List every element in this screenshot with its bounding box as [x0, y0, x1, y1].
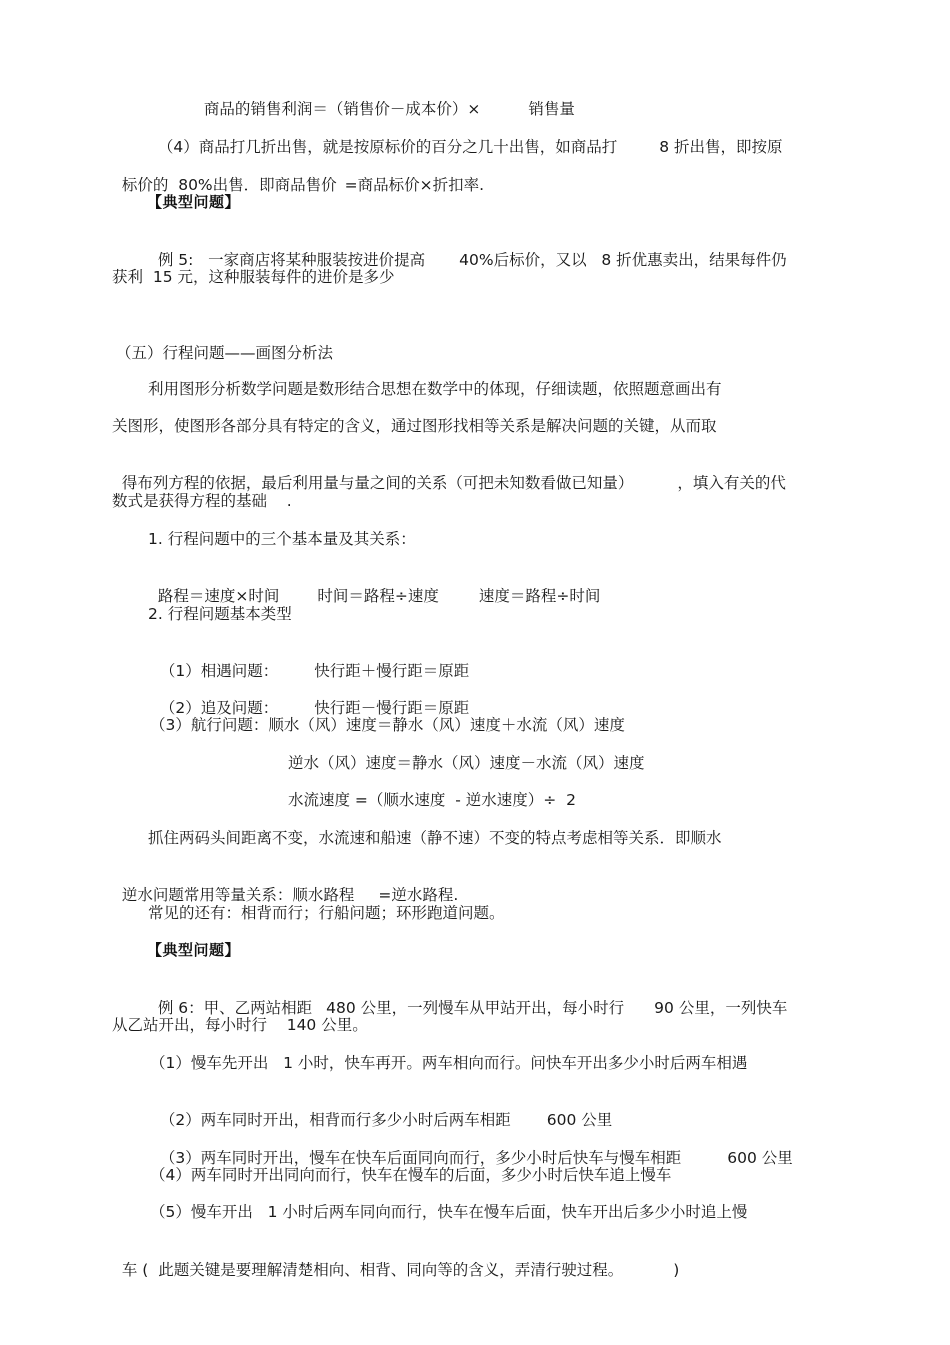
formula-speed: 速度＝路程÷时间 — [478, 587, 601, 605]
section5-para-line4: 数式是获得方程的基础 . — [112, 492, 292, 510]
example5-line1 — [148, 230, 787, 270]
type1-formula: 快行距＋慢行距＝原距 — [314, 662, 470, 680]
typical-problem-tag-2: 【典型问题】 — [147, 941, 241, 959]
example5-line1-a: 例 5: 一家商店将某种服装按进价提高 — [157, 251, 426, 269]
example6-q5-line1: （5）慢车开出 1 小时后两车同向而行，快车在慢车后面，快车开出后多少小时追上慢 — [150, 1203, 748, 1221]
basic-formulas — [148, 566, 600, 606]
point4-line1-b: 8 折出售，即按原 — [659, 138, 783, 156]
section5-para-line3 — [112, 453, 786, 493]
type3-line1: （3）航行问题：顺水（风）速度＝静水（风）速度＋水流（风）速度 — [150, 716, 625, 734]
example6-q2-a: （2）两车同时开出，相背而行多少小时后两车相距 — [159, 1111, 511, 1129]
example6-q5-line2 — [112, 1240, 679, 1280]
formula-distance: 路程＝速度×时间 — [157, 587, 280, 605]
notes-line3: 常见的还有：相背而行；行船问题；环形跑道问题。 — [148, 904, 505, 922]
type1 — [150, 641, 469, 681]
example6-q2-b: 600 公里 — [546, 1111, 613, 1129]
notes-line1: 抓住两码头间距离不变，水流速和船速（静不速）不变的特点考虑相等关系．即顺水 — [148, 829, 722, 847]
example6-q1: （1）慢车先开出 1 小时，快车再开。两车相向而行。问快车开出多少小时后两车相遇 — [150, 1054, 748, 1072]
profit-formula — [194, 79, 575, 119]
point4-line2-b: =商品标价×折扣率. — [344, 176, 485, 194]
example6-q5-line2-b: ) — [673, 1261, 680, 1279]
example6-q3-a: （3）两车同时开出，慢车在快车后面同向而行，多少小时后快车与慢车相距 — [159, 1149, 682, 1167]
example6-intro1 — [148, 978, 787, 1018]
section5-para-line2: 关图形，使图形各部分具有特定的含义，通过图形找相等关系是解决问题的关键，从而取 — [112, 417, 717, 435]
notes-line2 — [112, 865, 458, 905]
example6-q4: （4）两车同时开出同向而行，快车在慢车的后面，多少小时后快车追上慢车 — [150, 1166, 672, 1184]
formula-time: 时间＝路程÷速度 — [317, 587, 439, 605]
profit-formula-left: 商品的销售利润＝（销售价－成本价）× — [203, 100, 481, 118]
basic-title: 1. 行程问题中的三个基本量及其关系： — [148, 530, 416, 548]
section5-para-line3-b: ，填入有关的代 — [677, 474, 786, 492]
section5-para-line1: 利用图形分析数学问题是数形结合思想在数学中的体现，仔细读题，依照题意画出有 — [148, 380, 722, 398]
type3-line2: 逆水（风）速度＝静水（风）速度－水流（风）速度 — [288, 754, 645, 772]
section5-heading: （五）行程问题——画图分析法 — [116, 344, 334, 362]
point4-line1 — [148, 117, 783, 157]
point4-line2 — [112, 155, 484, 195]
example6-q2 — [150, 1090, 612, 1130]
notes-line2-b: =逆水路程. — [378, 886, 459, 904]
example6-q5-line2-a: 车 ( 此题关键是要理解清楚相向、相背、同向等的含义，弄清行驶过程。 — [121, 1261, 624, 1279]
type2-label: （2）追及问题： — [159, 699, 279, 717]
example6-q3-b: 600 公里 — [727, 1149, 793, 1167]
type2-formula: 快行距－慢行距＝原距 — [314, 699, 470, 717]
types-title: 2. 行程问题基本类型 — [148, 605, 292, 623]
type2 — [150, 678, 469, 718]
type1-label: （1）相遇问题： — [159, 662, 279, 680]
example6-intro1-a: 例 6：甲、乙两站相距 — [157, 999, 313, 1017]
type3-line3: 水流速度 =（顺水速度 - 逆水速度）÷ 2 — [288, 791, 576, 809]
section5-para-line3-a: 得布列方程的依据，最后利用量与量之间的关系（可把未知数看做已知量） — [121, 474, 634, 492]
notes-line2-a: 逆水问题常用等量关系：顺水路程 — [121, 886, 355, 904]
profit-formula-right: 销售量 — [528, 100, 575, 118]
example6-intro2: 从乙站开出，每小时行 140 公里。 — [112, 1016, 368, 1034]
example6-intro1-b: 480 公里，一列慢车从甲站开出，每小时行 — [326, 999, 625, 1017]
example5-line1-b: 40%后标价，又以 8 折优惠卖出，结果每件仍 — [459, 251, 787, 269]
typical-problem-tag: 【典型问题】 — [147, 193, 241, 211]
example5-line2: 获利 15 元，这种服装每件的进价是多少 — [112, 268, 395, 286]
example6-q3 — [150, 1128, 793, 1168]
point4-line1-a: （4）商品打几折出售，就是按原标价的百分之几十出售，如商品打 — [157, 138, 618, 156]
example6-intro1-c: 90 公里，一列快车 — [654, 999, 788, 1017]
point4-line2-a: 标价的 80%出售．即商品售价 — [121, 176, 337, 194]
